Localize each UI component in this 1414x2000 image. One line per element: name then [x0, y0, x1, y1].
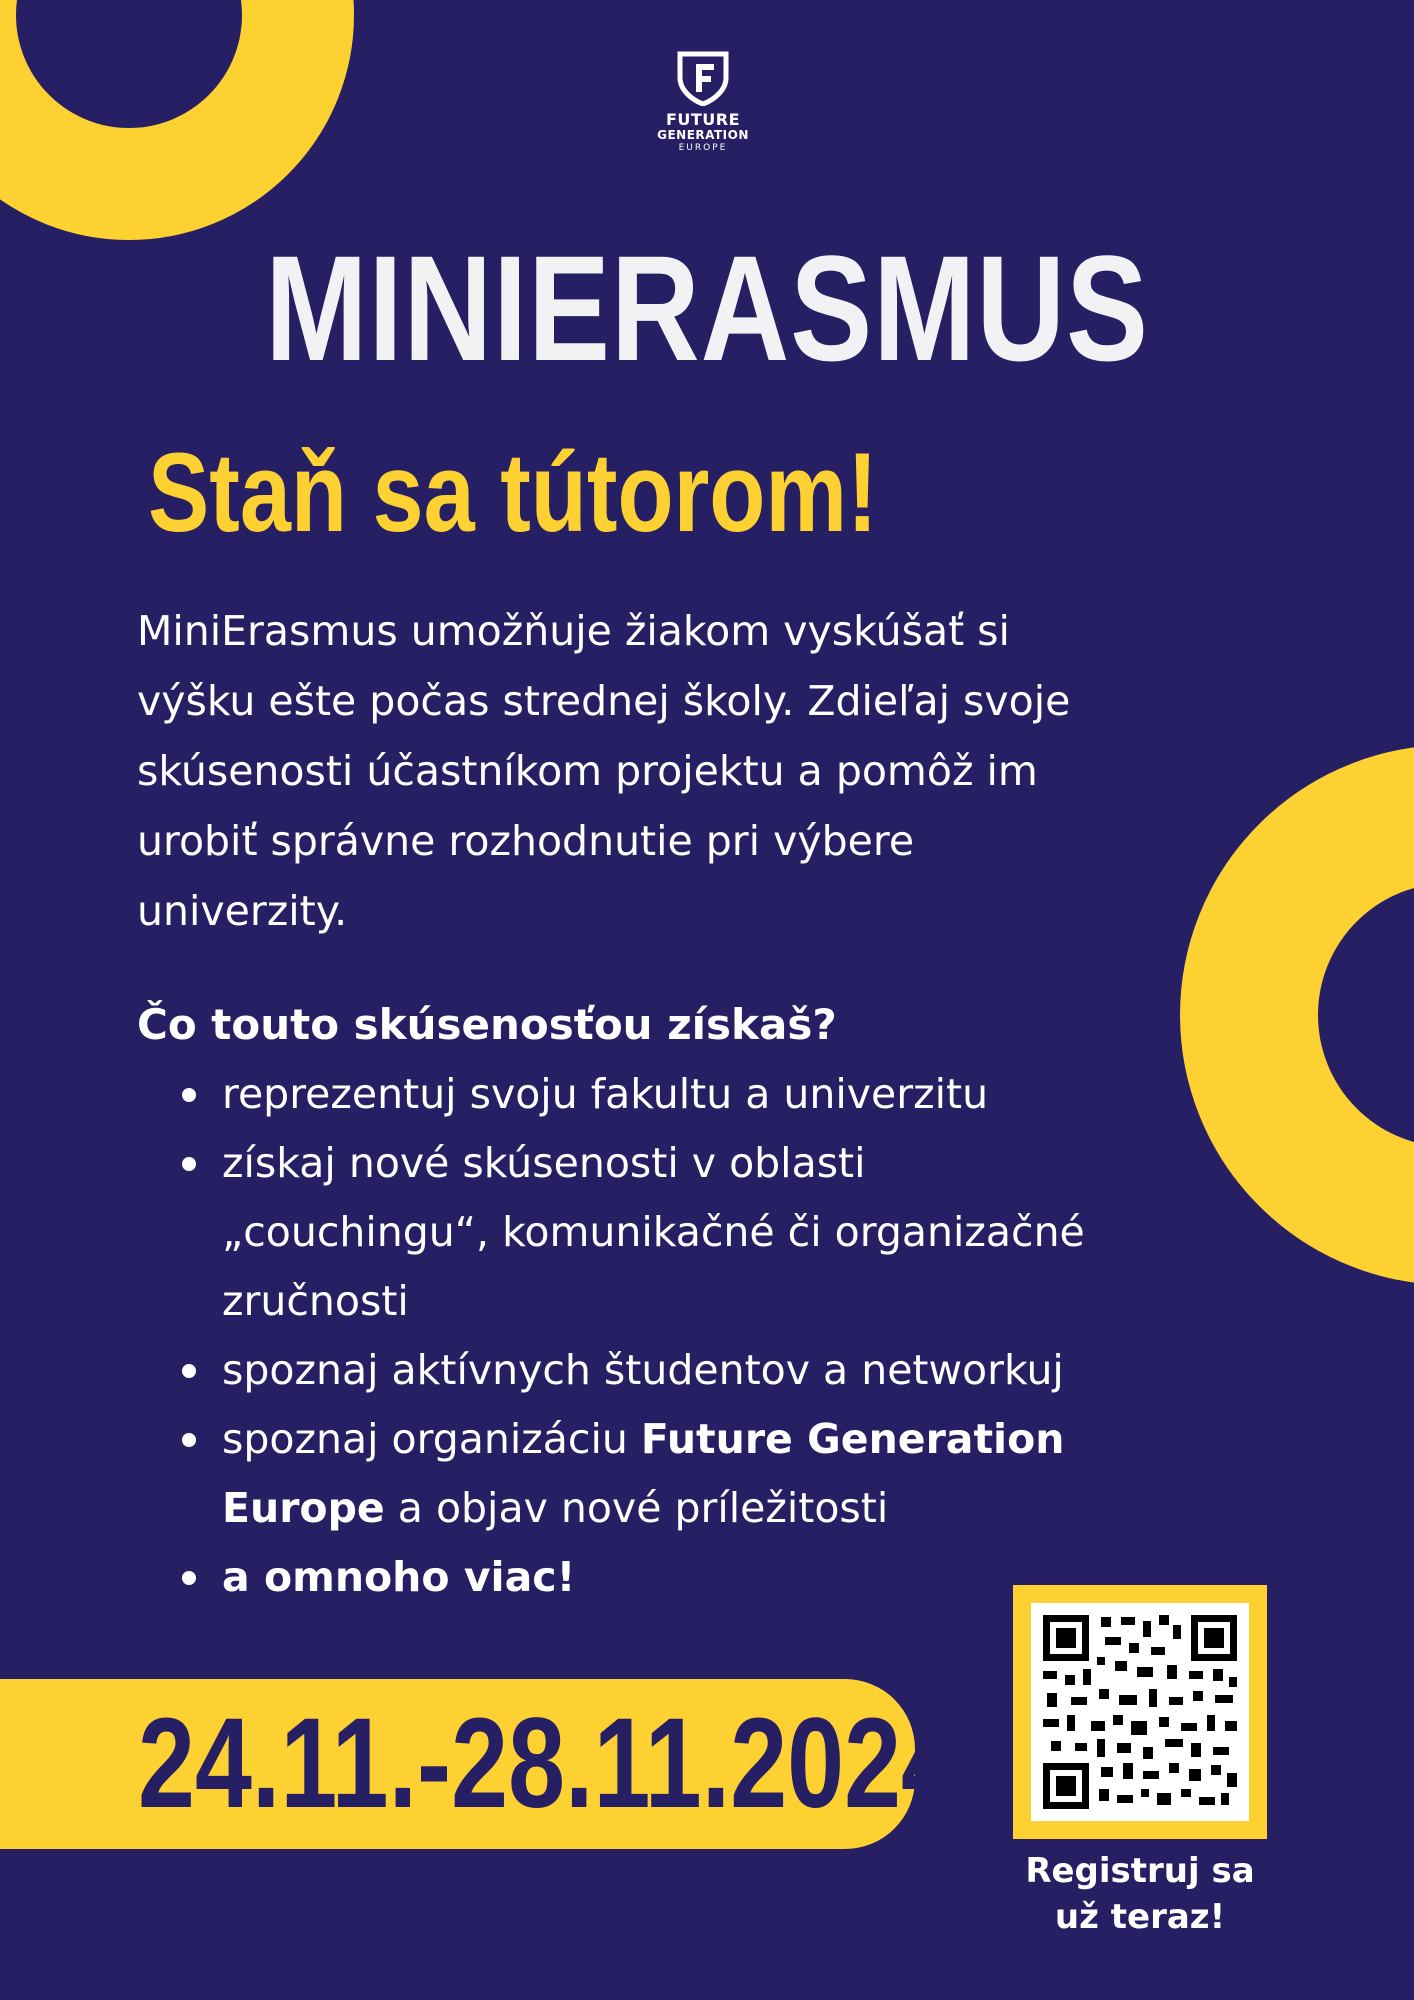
logo-text-future: FUTURE [665, 110, 741, 129]
future-generation-europe-logo [643, 48, 763, 178]
benefit-text: spoznaj aktívnych študentov a networkuj [222, 1346, 1064, 1394]
list-item [176, 1060, 1276, 1129]
qr-caption [990, 1848, 1290, 1940]
benefit-text: zručnosti [222, 1277, 409, 1325]
qr-caption-line: už teraz! [1054, 1897, 1226, 1937]
intro-line: univerzity. [137, 887, 348, 935]
benefit-text: získaj nové skúsenosti v oblasti [222, 1139, 866, 1187]
intro-paragraph [137, 596, 1287, 946]
shield-f-logo-icon [674, 48, 732, 106]
benefit-text: a objav nové príležitosti [384, 1484, 889, 1532]
list-item [176, 1336, 1276, 1405]
benefits-heading: Čo touto skúsenosťou získaš? [137, 1000, 837, 1049]
organization-name: Europe [222, 1484, 385, 1532]
page-subtitle: Staň sa tútorom! [148, 430, 878, 555]
page-title: MINIERASMUS [265, 224, 1149, 392]
benefit-text-line [222, 1405, 1276, 1474]
benefit-text: „couchingu“, komunikačné či organizačné [222, 1208, 1085, 1256]
decorative-ring-top-left [0, 0, 354, 240]
list-item [176, 1405, 1276, 1543]
qr-code-frame[interactable] [1013, 1585, 1267, 1839]
benefit-text: spoznaj organizáciu [222, 1415, 641, 1463]
benefits-list [176, 1060, 1276, 1612]
benefit-text: a omnoho viac! [222, 1553, 576, 1601]
organization-name: Future Generation [640, 1415, 1065, 1463]
event-date: 24.11.-28.11.2024 [138, 1692, 958, 1835]
intro-line: MiniErasmus umožňuje žiakom vyskúšať si [137, 607, 1010, 655]
list-item [176, 1129, 1276, 1336]
intro-line: urobiť správne rozhodnutie pri výbere [137, 817, 915, 865]
qr-code-icon[interactable] [1031, 1603, 1249, 1821]
intro-line: výšku ešte počas strednej školy. Zdieľaj svoje [137, 677, 1071, 725]
qr-caption-line: Registruj sa [1025, 1851, 1255, 1891]
benefit-text: reprezentuj svoju fakultu a univerzitu [222, 1070, 989, 1118]
logo-text-generation: GENERATION [657, 127, 749, 142]
logo-text-europe: EUROPE [678, 143, 728, 154]
benefit-text-line [222, 1474, 1276, 1543]
intro-line: skúsenosti účastníkom projektu a pomôž im [137, 747, 1038, 795]
